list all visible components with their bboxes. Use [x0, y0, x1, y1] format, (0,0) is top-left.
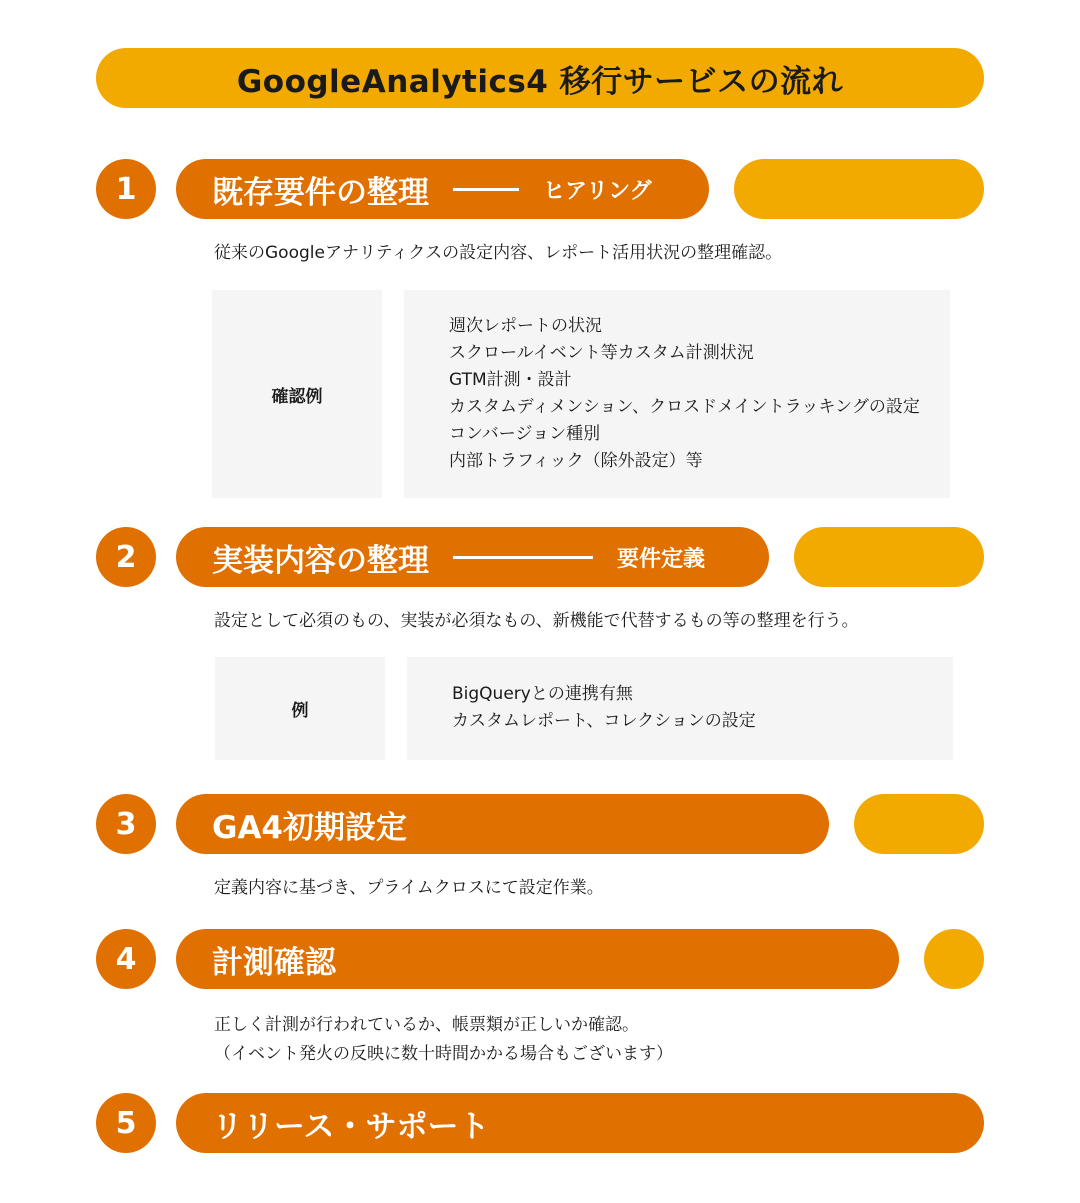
- step-2-description: [214, 607, 859, 636]
- step-3-description: [214, 874, 604, 903]
- step-3-header: [176, 794, 829, 854]
- step-4-title: 計測確認: [212, 944, 336, 981]
- step-2-box-label: 例: [215, 657, 385, 760]
- step-1-box-label: 確認例: [212, 290, 382, 498]
- step-1-description-line: 従来のGoogleアナリティクスの設定内容、レポート活用状況の整理確認。: [214, 243, 783, 263]
- list-item: カスタムディメンション、クロスドメイントラッキングの設定: [449, 397, 920, 417]
- step-4-description-line: 正しく計測が行われているか、帳票類が正しいか確認。: [214, 1015, 639, 1035]
- step-5-number: 5: [96, 1093, 156, 1153]
- page-title: GoogleAnalytics4 移行サービスの流れ: [96, 48, 984, 108]
- list-item: コンバージョン種別: [449, 424, 601, 444]
- list-item: カスタムレポート、コレクションの設定: [452, 711, 756, 731]
- step-2-header: [176, 527, 769, 587]
- step-3-number: 3: [96, 794, 156, 854]
- step-1-accent-pill: [734, 159, 984, 219]
- list-item: GTM計測・設計: [449, 370, 572, 390]
- step-2-subtitle: 要件定義: [617, 546, 706, 572]
- step-2-title: 実装内容の整理: [212, 542, 429, 579]
- step-1-title: 既存要件の整理: [212, 174, 429, 211]
- step-4-description: [214, 1011, 673, 1069]
- step-2-box-list: [407, 657, 953, 760]
- list-item: 内部トラフィック（除外設定）等: [449, 451, 703, 471]
- step-4-description-line: （イベント発火の反映に数十時間かかる場合もございます）: [214, 1044, 673, 1064]
- step-4-header: [176, 929, 899, 989]
- step-1-subtitle: ヒアリング: [543, 178, 652, 204]
- step-3-description-line: 定義内容に基づき、プライムクロスにて設定作業。: [214, 878, 604, 898]
- step-4-number: 4: [96, 929, 156, 989]
- list-item: 週次レポートの状況: [449, 316, 602, 336]
- step-1-number: 1: [96, 159, 156, 219]
- step-5-header: [176, 1093, 984, 1153]
- step-1-description: [214, 239, 782, 268]
- step-1-header: [176, 159, 709, 219]
- step-3-title: GA4初期設定: [212, 809, 408, 846]
- step-1-box-list: [404, 290, 950, 498]
- step-1-connector-line: [453, 188, 519, 191]
- step-2-description-line: 設定として必須のもの、実装が必須なもの、新機能で代替するもの等の整理を行う。: [214, 611, 859, 631]
- step-3-accent-pill: [854, 794, 984, 854]
- step-5-title: リリース・サポート: [212, 1108, 490, 1145]
- step-4-accent-pill: [924, 929, 984, 989]
- step-2-number: 2: [96, 527, 156, 587]
- step-2-accent-pill: [794, 527, 984, 587]
- list-item: スクロールイベント等カスタム計測状況: [449, 343, 754, 363]
- list-item: BigQueryとの連携有無: [452, 684, 633, 704]
- step-2-connector-line: [453, 556, 593, 559]
